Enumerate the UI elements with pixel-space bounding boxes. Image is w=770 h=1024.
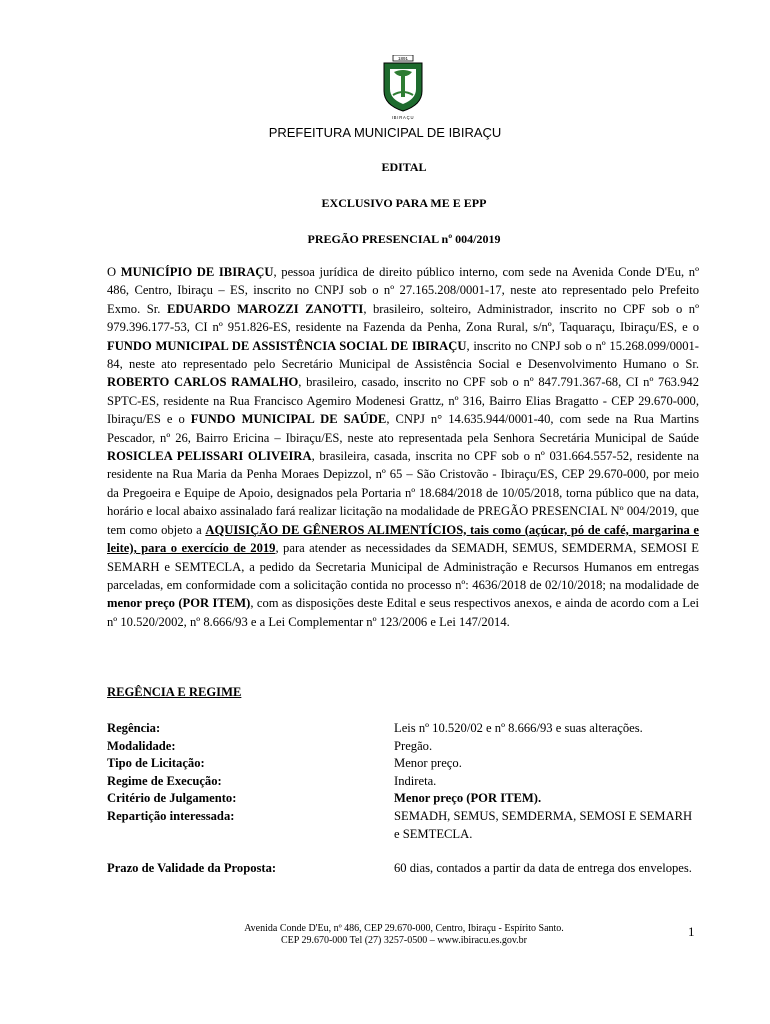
row-value: Menor preço (POR ITEM). <box>394 791 542 806</box>
validity-value: 60 dias, contados a partir da data de entrega dos envelopes. <box>394 861 692 875</box>
table-row <box>107 720 707 738</box>
regime-table <box>107 720 707 843</box>
row-label: Modalidade: <box>107 738 176 753</box>
row-value: SEMADH, SEMUS, SEMDERMA, SEMOSI E SEMARH e SEMTECLA. <box>394 808 693 841</box>
crest-year: 1891 <box>397 56 409 61</box>
table-row <box>107 860 707 878</box>
table-row <box>107 755 707 773</box>
row-value: Indireta. <box>394 773 437 788</box>
row-label: Regime de Execução: <box>107 773 222 788</box>
row-value: Leis nº 10.520/02 e nº 8.666/93 e suas alterações. <box>394 721 643 735</box>
document-title: EDITAL <box>381 160 427 174</box>
row-value: Pregão. <box>394 738 433 753</box>
row-label: Tipo de Licitação: <box>107 756 205 771</box>
process-number: PREGÃO PRESENCIAL nº 004/2019 <box>307 232 501 246</box>
row-label: Critério de Julgamento: <box>107 791 237 806</box>
crest-motto: IBIRAÇU <box>391 115 415 120</box>
table-row <box>107 773 707 791</box>
footer-address: Avenida Conde D'Eu, nº 486, CEP 29.670-000, Centro, Ibiraçu - Espírito Santo. <box>244 923 564 934</box>
preamble-paragraph: O MUNICÍPIO DE IBIRAÇU, pessoa jurídica de direito público interno, com sede na Avenida Conde D'Eu, nº 486, Centro, Ibiraçu – ES, inscrito no CNPJ sob o nº 27.165.208/0001-17, neste ato representado pelo Prefeito Exmo. Sr. EDUARDO MAROZZI ZANOTTI, brasileiro, solteiro, Administrador, inscrito no CPF sob o nº 979.396.177-53, CI nº 951.826-ES, residente na Fazenda da Penha, Zona Rural, s/nº, Taquaraçu, Ibiraçu/ES, e o FUNDO MUNICIPAL DE ASSISTÊNCIA SOCIAL DE IBIRAÇU, inscrito no CNPJ sob o nº 15.268.099/0001-84, neste ato representado pelo Secretário Municipal de Assistência Social e Desenvolvimento Humano o Sr. ROBERTO CARLOS RAMALHO, brasileiro, casado, inscrito no CPF sob o nº 847.791.367-68, CI nº 763.942 SPTC-ES, residente na Rua Francisco Agemiro Modenesi Grattz, nº 316, Bairro Elias Bragatto - CEP 29.670-000, Ibiraçu/ES e o FUNDO MUNICIPAL DE SAÚDE, CNPJ n° 14.635.944/0001-40, com sede na Rua Martins Pescador, nº 26, Bairro Ericina – Ibiraçu/ES, neste ato representada pela Senhora Secretária Municipal de Saúde ROSICLEA PELISSARI OLIVEIRA, brasileira, casada, inscrita no CPF sob o nº 031.664.557-52, residente na residente na Rua Maria da Penha Moraes Depizzol, nº 65 – São Cristovão - Ibiraçu/ES, CEP 29.670-000, por meio da Pregoeira e Equipe de Apoio, designados pela Portaria nº 18.684/2018 de 10/05/2018, torna público que na data, horário e local abaixo assinalado fará realizar licitação na modalidade de PREGÃO PRESENCIAL Nº 004/2019, que tem como objeto a AQUISIÇÃO DE GÊNEROS ALIMENTÍCIOS, tais como (açúcar, pó de café, margarina e leite), para o exercício de 2019, para atender as necessidades da SEMADH, SEMUS, SEMDERMA, SEMOSI E SEMARH e SEMTECLA, a pedido da Secretaria Municipal de Administração e Recursos Humanos em entregas parceladas, em conformidade com a solicitação contida no processo nº: 4636/2018 de 02/10/2018; na modalidade de menor preço (POR ITEM), com as disposições deste Edital e seus respectivos anexos, e ainda de acordo com a Lei nº 10.520/2002, nº 8.666/93 e a Lei Complementar nº 123/2006 e Lei 147/2014. <box>107 265 700 629</box>
table-row <box>107 790 707 808</box>
page-footer <box>200 923 608 947</box>
validity-table <box>107 860 707 878</box>
table-row <box>107 808 707 843</box>
table-row <box>107 738 707 756</box>
row-label: Repartição interessada: <box>107 808 235 823</box>
page-number: 1 <box>688 924 695 939</box>
footer-contact: CEP 29.670-000 Tel (27) 3257-0500 – www.ibiracu.es.gov.br <box>280 935 528 946</box>
row-value: Menor preço. <box>394 756 462 771</box>
validity-label: Prazo de Validade da Proposta: <box>107 861 277 875</box>
section-heading-regime: REGÊNCIA E REGIME <box>107 685 242 699</box>
municipality-name: PREFEITURA MUNICIPAL DE IBIRAÇU <box>268 125 502 140</box>
row-label: Regência: <box>107 721 161 735</box>
municipal-crest-logo <box>378 55 428 123</box>
document-subtitle: EXCLUSIVO PARA ME E EPP <box>321 196 487 210</box>
